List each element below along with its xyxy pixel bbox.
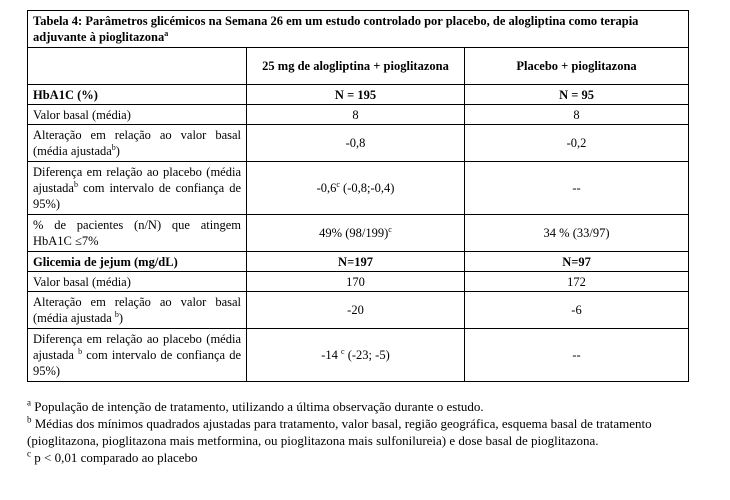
row-value-placebo: 34 % (33/97) (465, 215, 689, 252)
footnotes (27, 398, 687, 466)
column-header-alogliptin: 25 mg de alogliptina + pioglitazona (247, 48, 465, 85)
section-n-alogliptin: N = 195 (247, 85, 465, 105)
row-label: Alteração em relação ao valor basal (média ajustada $^b$) (28, 292, 247, 329)
row-value-placebo: -- (465, 329, 689, 382)
row-value-placebo: -0,2 (465, 125, 689, 162)
table-row (28, 329, 689, 382)
section-n-alogliptin: N=197 (247, 252, 465, 272)
table-row (28, 162, 689, 215)
table-row (28, 105, 689, 125)
table-row (28, 125, 689, 162)
row-label: Diferença em relação ao placebo (média ajustada $^b$ com intervalo de confiança de 95%) (28, 329, 247, 382)
section-title-fasting-glucose: Glicemia de jejum (mg/dL) (28, 252, 247, 272)
row-label: Valor basal (média) (28, 272, 247, 292)
row-value-placebo: 8 (465, 105, 689, 125)
row-value-alogliptin: -14 $^c$ (-23; -5) (247, 329, 465, 382)
row-value-alogliptin: -0,6$^c$ (-0,8;-0,4) (247, 162, 465, 215)
row-value-placebo: 172 (465, 272, 689, 292)
table-row (28, 292, 689, 329)
row-label: % de pacientes (n/N) que atingem HbA1C ≤7% (28, 215, 247, 252)
row-value-alogliptin: -20 (247, 292, 465, 329)
row-value-alogliptin: 8 (247, 105, 465, 125)
row-value-alogliptin: -0,8 (247, 125, 465, 162)
section-n-placebo: N = 95 (465, 85, 689, 105)
row-value-placebo: -6 (465, 292, 689, 329)
row-value-placebo: -- (465, 162, 689, 215)
footnote-b: $^b$ Médias dos mínimos quadrados ajustadas para tratamento, valor basal, região geográfica, esquema basal de tratamento (pioglitazona, pioglitazona mais metformina, ou pioglitazona mais sulfonilureia) e dose basal de pioglitazona. (27, 414, 652, 448)
footnote-a: $^a$ População de intenção de tratamento, utilizando a última observação durante o estudo. (27, 397, 484, 414)
footnote-c: $^c$ p < 0,01 comparado ao placebo (27, 448, 198, 465)
table-row (28, 272, 689, 292)
glycemic-parameters-table (27, 10, 689, 382)
table-caption: Tabela 4: Parâmetros glicémicos na Semana 26 em um estudo controlado por placebo, de alogliptina como terapia adjuvante à pioglitazona$^a$ (28, 11, 689, 48)
section-title-hba1c: HbA1C (%) (28, 85, 247, 105)
row-label: Alteração em relação ao valor basal (média ajustada$^b$) (28, 125, 247, 162)
section-n-placebo: N=97 (465, 252, 689, 272)
row-label: Diferença em relação ao placebo (média ajustada$^b$ com intervalo de confiança de 95%) (28, 162, 247, 215)
column-header-placebo: Placebo + pioglitazona (465, 48, 689, 85)
header-empty-cell (28, 48, 247, 85)
section-header-row (28, 85, 689, 105)
section-header-row (28, 252, 689, 272)
row-value-alogliptin: 49% $(98/199)^c$ (247, 215, 465, 252)
row-label: Valor basal (média) (28, 105, 247, 125)
table-row (28, 215, 689, 252)
row-value-alogliptin: 170 (247, 272, 465, 292)
